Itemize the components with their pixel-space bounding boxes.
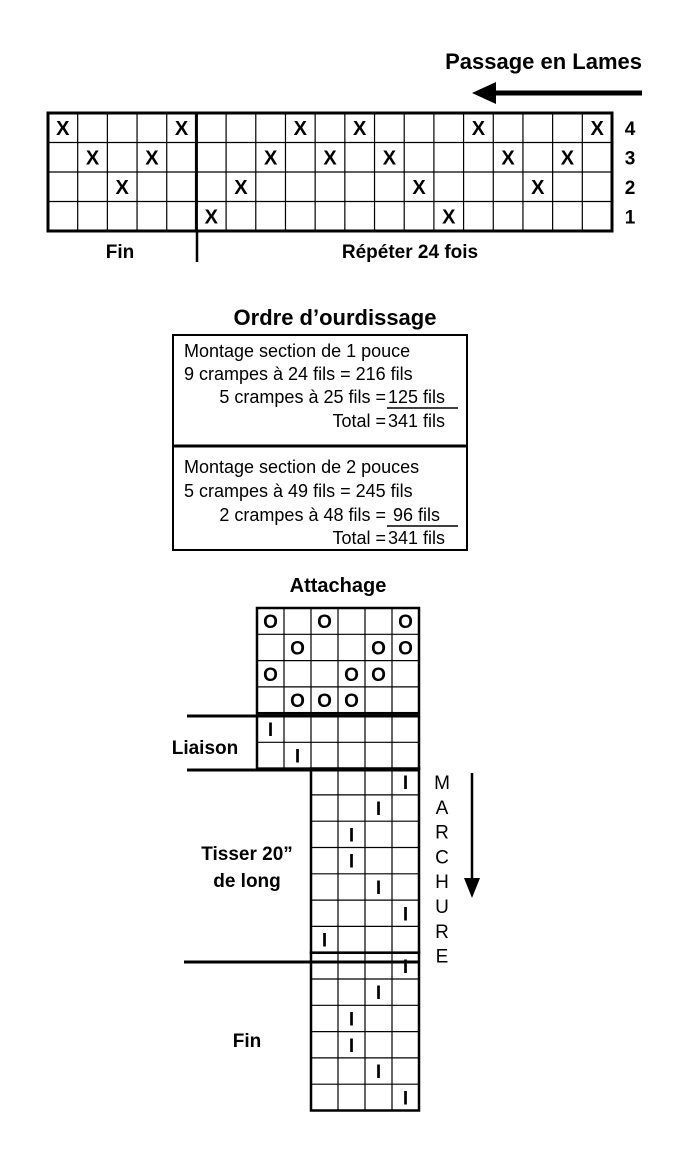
- tieup-grid: [257, 608, 419, 713]
- section1-line1: 9 crampes à 24 fils = 216 fils: [184, 364, 413, 384]
- section2-heading: Montage section de 2 pouces: [184, 457, 420, 477]
- weave-i-mark: I: [348, 851, 355, 873]
- treadling-fin-label: Fin: [232, 1031, 262, 1052]
- threading-x-mark: X: [353, 117, 367, 140]
- threading-x-mark: X: [442, 206, 456, 229]
- fin-i-mark: I: [348, 1035, 355, 1057]
- tieup-o-mark: O: [371, 638, 386, 660]
- treadling-direction-arrow: [464, 773, 480, 898]
- marchure-letter: R: [435, 921, 449, 943]
- weave-i-mark: I: [402, 772, 409, 794]
- fin-i-mark: I: [402, 1088, 409, 1110]
- warping-section-2: [184, 457, 458, 548]
- threading-repeat-label: Répéter 24 fois: [341, 242, 479, 263]
- threading-x-mark: X: [85, 147, 100, 170]
- tieup-o-mark: O: [344, 664, 359, 686]
- warping-order: [173, 305, 467, 550]
- marchure-label: [434, 773, 450, 968]
- tieup-o-mark: O: [398, 638, 413, 660]
- shaft-label: 3: [624, 148, 636, 170]
- section1-total-label: Total =: [332, 411, 386, 431]
- threading-x-mark: X: [115, 176, 129, 199]
- tieup-o-mark: O: [290, 691, 305, 713]
- warping-section-1: [184, 341, 458, 431]
- tieup-o-mark: O: [317, 691, 332, 713]
- threading-x-mark: X: [471, 117, 486, 140]
- section1-total-value: 341 fils: [388, 411, 446, 431]
- threading-x-mark: X: [323, 147, 337, 170]
- section2-total-label: Total =: [332, 528, 386, 548]
- weave-i-mark: I: [402, 904, 409, 926]
- tieup-o-mark: O: [371, 664, 386, 686]
- marchure-letter: A: [435, 797, 449, 819]
- section1-heading: Montage section de 1 pouce: [184, 341, 411, 361]
- threading-x-mark: X: [234, 176, 248, 199]
- tieup-title: Attachage: [289, 575, 387, 597]
- tieup-o-mark: O: [290, 638, 305, 660]
- section1-line2-prefix: 5 crampes à 25 fils =: [219, 387, 386, 407]
- weave-i-mark: I: [375, 799, 382, 821]
- threading-x-mark: X: [560, 147, 575, 170]
- threading-x-mark: X: [590, 117, 604, 140]
- fin-i-mark: I: [375, 1062, 382, 1084]
- marchure-letter: R: [435, 822, 449, 844]
- shaft-labels: [625, 119, 636, 229]
- weave-i-mark: I: [321, 930, 328, 952]
- threading-x-mark: X: [263, 147, 278, 170]
- liaison-i-mark: I: [294, 746, 301, 768]
- marchure-letter: H: [435, 872, 449, 894]
- section2-line1: 5 crampes à 49 fils = 245 fils: [184, 481, 413, 501]
- threading-marks: [56, 118, 604, 229]
- section2-line2-value: 96 fils: [388, 505, 441, 525]
- section2-total-value: 341 fils: [388, 528, 446, 548]
- warping-title: Ordre d’ourdissage: [233, 305, 437, 330]
- marchure-letter: U: [435, 897, 449, 918]
- tieup-o-mark: O: [263, 612, 278, 634]
- shaft-label: 2: [624, 177, 636, 199]
- threading-grid: [48, 113, 612, 231]
- threading-fin-label: Fin: [105, 242, 135, 263]
- liaison-label: Liaison: [171, 738, 239, 759]
- threading-x-mark: X: [145, 147, 159, 170]
- threading-x-mark: X: [174, 117, 189, 140]
- section2-line2-prefix: 2 crampes à 48 fils =: [219, 505, 386, 525]
- threading-x-mark: X: [501, 147, 515, 170]
- direction-arrow: [472, 82, 642, 104]
- tieup-and-treadling: [172, 575, 480, 1111]
- tieup-o-mark: O: [344, 691, 359, 713]
- fin-i-mark: I: [348, 1009, 355, 1031]
- threading-title: Passage en Lames: [445, 49, 642, 74]
- fin-i-mark: I: [402, 956, 409, 978]
- threading-x-mark: X: [204, 206, 218, 229]
- treadling-grid: [257, 716, 419, 1111]
- threading-x-mark: X: [293, 117, 307, 140]
- threading-x-mark: X: [56, 117, 70, 140]
- weave-label-line2: de long: [213, 871, 281, 892]
- tieup-o-mark: O: [317, 612, 332, 634]
- weave-i-mark: I: [348, 825, 355, 847]
- weave-label-line1: Tisser 20”: [201, 844, 293, 865]
- shaft-label: 1: [624, 207, 636, 229]
- threading-x-mark: X: [412, 176, 426, 199]
- marchure-letter: E: [435, 946, 449, 968]
- threading-x-mark: X: [531, 176, 545, 199]
- threading-x-mark: X: [382, 147, 397, 170]
- fin-i-mark: I: [375, 983, 382, 1005]
- marchure-letter: C: [435, 847, 449, 869]
- weave-i-mark: I: [375, 877, 382, 899]
- tieup-o-mark: O: [263, 664, 278, 686]
- shaft-label: 4: [624, 118, 636, 140]
- section1-line2-value: 125 fils: [388, 387, 446, 407]
- tieup-o-mark: O: [398, 612, 413, 634]
- marchure-letter: M: [434, 773, 450, 794]
- liaison-i-mark: I: [267, 720, 274, 742]
- threading-draft: [48, 49, 642, 263]
